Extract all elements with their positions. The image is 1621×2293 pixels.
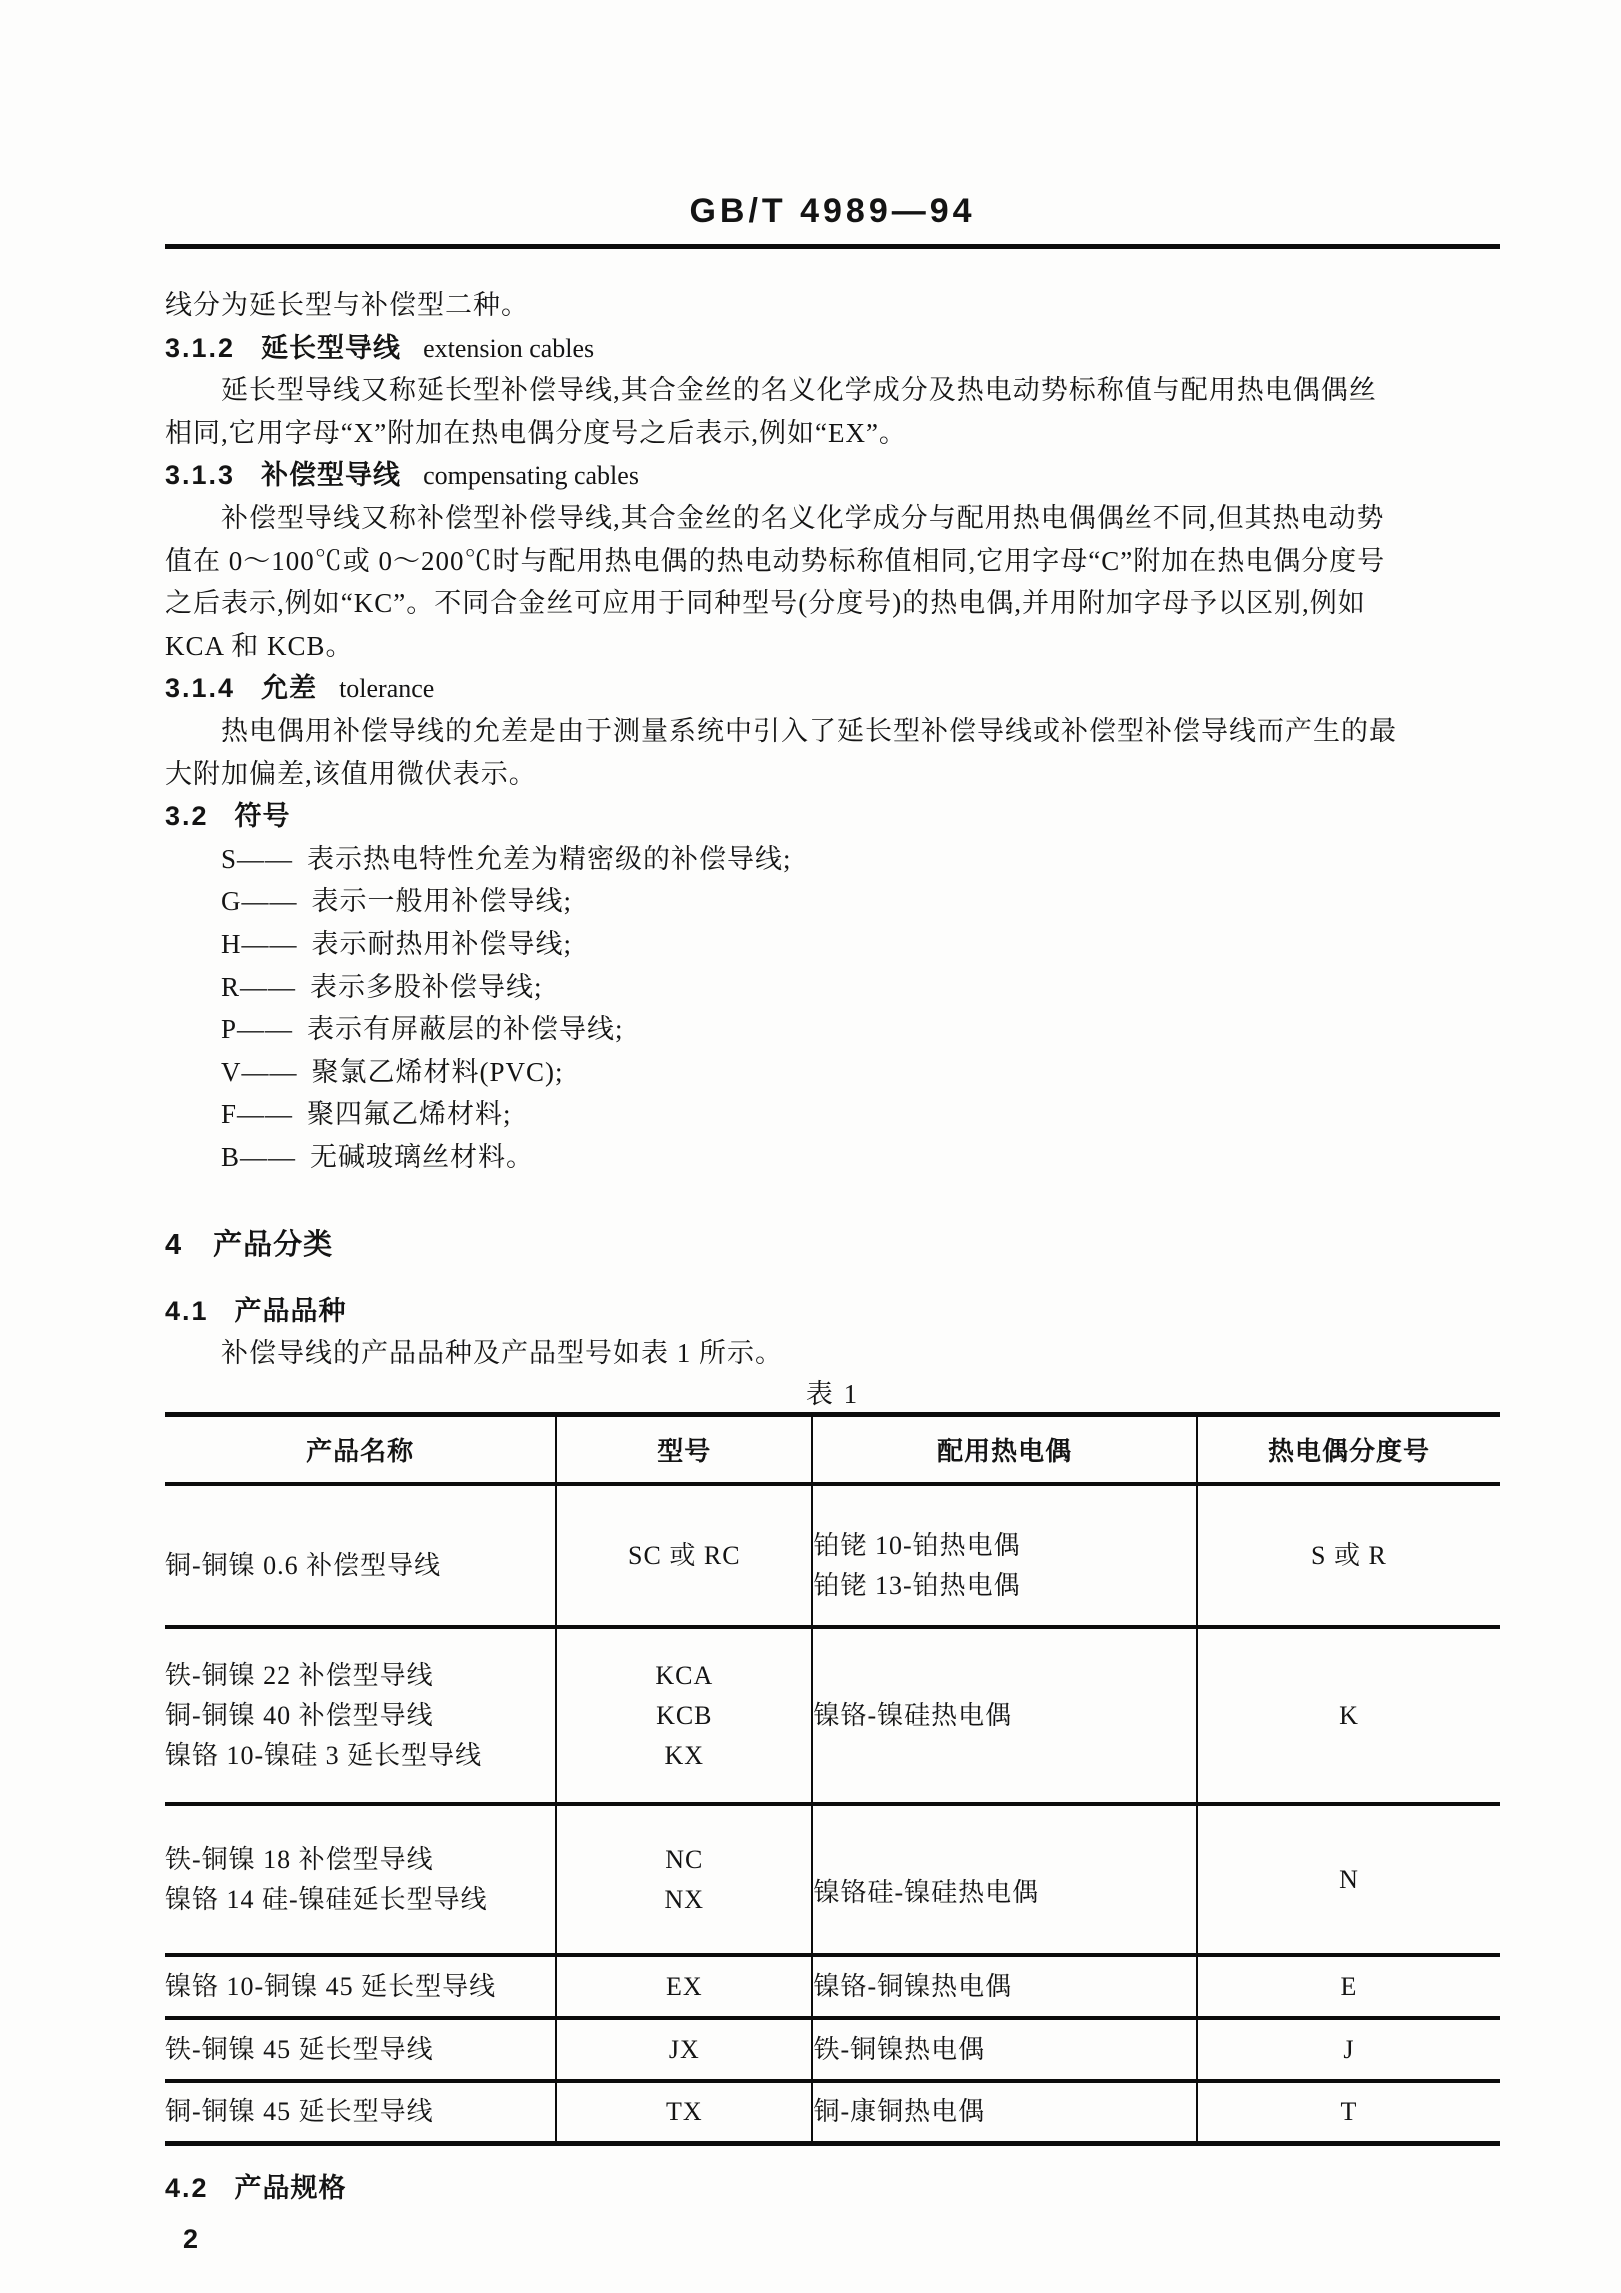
symbol-item-G [165,880,1500,923]
paragraph-line: 大附加偏差,该值用微伏表示。 [165,758,537,789]
thermocouple-line: 铜-康铜热电偶 [813,2097,986,2127]
symbol-description: 表示热电特性允差为精密级的补偿导线; [307,843,792,874]
product-name-line: 镍铬 14 硅-镍硅延长型导线 [165,1884,488,1914]
cell-index-number [1197,2018,1500,2081]
clause-number: 3.1.4 [165,673,236,704]
clause-title: 产品规格 [234,2173,347,2204]
product-name-line: 铜-铜镍 40 补偿型导线 [165,1700,434,1730]
paragraph-line: 补偿型导线又称补偿型补偿导线,其合金丝的名义化学成分与配用热电偶偶丝不同,但其热电动势 [221,502,1385,533]
clause-heading-4-2 [165,2166,1500,2210]
clause-title: 产品品种 [234,1296,347,1327]
cell-model [556,1955,812,2018]
table-row [165,1804,1500,1955]
model-line: NX [664,1884,705,1914]
product-name-line: 铜-铜镍 45 延长型导线 [165,2097,434,2127]
cell-product-name [165,1484,556,1627]
table-caption: 表 1 [805,1379,860,1410]
column-header-product-name: 产品名称 [165,1415,556,1485]
cell-thermocouple [812,2081,1196,2144]
thermocouple-line: 镍铬-镍硅热电偶 [813,1700,1013,1730]
clause-number: 3.2 [165,801,209,832]
product-name-line: 铁-铜镍 18 补偿型导线 [165,1844,434,1874]
symbol-description: 聚四氟乙烯材料; [307,1099,512,1130]
model-line: JX [668,2034,700,2064]
cell-thermocouple [812,1955,1196,2018]
clause-number: 3.1.2 [165,332,236,363]
clause-title: 产品分类 [213,1229,334,1262]
symbol-letter: H—— [221,928,298,959]
paragraph-line: 相同,它用字母“X”附加在热电偶分度号之后表示,例如“EX”。 [165,417,907,448]
column-header-model: 型号 [556,1415,812,1485]
paragraph-line: 补偿导线的产品品种及产品型号如表 1 所示。 [221,1338,783,1369]
symbol-description: 无碱玻璃丝材料。 [310,1141,535,1172]
paragraph-line: 延长型导线又称延长型补偿导线,其合金丝的名义化学成分及热电动势标称值与配用热电偶偶丝 [221,375,1377,406]
symbol-item-H [165,923,1500,966]
symbol-letter: P—— [221,1014,294,1045]
clause-number: 4.2 [165,2173,209,2204]
thermocouple-line: 铂铑 13-铂热电偶 [813,1570,1021,1600]
cell-model [556,1804,812,1955]
product-name-line: 铁-铜镍 22 补偿型导线 [165,1660,434,1690]
column-header-index-number: 热电偶分度号 [1197,1415,1500,1485]
table-row [165,1484,1500,1627]
symbol-item-R [165,966,1500,1009]
page-number: 2 [183,2224,199,2255]
model-line: NC [665,1844,704,1874]
index-line: J [1343,2034,1355,2064]
symbol-description: 表示有屏蔽层的补偿导线; [307,1014,624,1045]
clause-heading-3-1-2 [165,327,1500,370]
cell-index-number [1197,1484,1500,1627]
cell-thermocouple [812,2018,1196,2081]
table-row [165,2018,1500,2081]
table-header-row [165,1415,1500,1485]
cell-index-number [1197,1955,1500,2018]
cell-model [556,2081,812,2144]
cell-thermocouple [812,1804,1196,1955]
body-text [165,284,1500,1178]
cell-model [556,1484,812,1627]
paragraph-line: 之后表示,例如“KC”。不同合金丝可应用于同种型号(分度号)的热电偶,并用附加字母予以区别,例如 [165,588,1366,619]
thermocouple-line: 镍铬硅-镍硅热电偶 [813,1877,1040,1907]
paragraph-line: 热电偶用补偿导线的允差是由于测量系统中引入了延长型补偿导线或补偿型补偿导线而产生的最 [221,715,1397,746]
table-row [165,1627,1500,1804]
clause-number: 3.1.3 [165,460,236,491]
paragraph-line: 值在 0～100℃或 0～200℃时与配用热电偶的热电动势标称值相同,它用字母“C”附加在热电偶分度号 [165,545,1386,576]
cell-product-name [165,1955,556,2018]
symbol-description: 聚氯乙烯材料(PVC); [311,1056,564,1087]
table-row [165,1955,1500,2018]
cell-index-number [1197,1627,1500,1804]
product-table [165,1412,1500,2146]
product-name-line: 铁-铜镍 45 延长型导线 [165,2034,434,2064]
clause-heading-3-2 [165,795,1500,838]
clause-title-en: compensating cables [423,461,639,491]
model-line: KX [664,1740,705,1770]
paragraph-line: 线分为延长型与补偿型二种。 [165,290,529,320]
model-line: KCA [655,1660,714,1690]
symbol-letter: B—— [221,1141,297,1172]
symbol-description: 表示多股补偿导线; [310,971,543,1002]
symbol-letter: R—— [221,971,297,1002]
cell-product-name [165,1804,556,1955]
cell-product-name [165,2018,556,2081]
cell-model [556,1627,812,1804]
index-line: E [1340,1971,1358,2001]
clause-heading-4-1 [165,1290,1500,1332]
cell-thermocouple [812,1627,1196,1804]
page-content [0,192,1621,2255]
clause-heading-3-1-4 [165,667,1500,710]
product-name-line: 镍铬 10-镍硅 3 延长型导线 [165,1740,483,1770]
symbol-item-V [165,1051,1500,1094]
clause-title-en: extension cables [423,333,595,363]
clause-number: 4.1 [165,1296,209,1327]
clause-title: 补偿型导线 [261,460,402,491]
symbol-description: 表示耐热用补偿导线; [311,928,573,959]
model-line: TX [665,2097,703,2127]
clause-title: 符号 [234,801,291,832]
thermocouple-line: 镍铬-铜镍热电偶 [813,1971,1013,2001]
thermocouple-line: 铂铑 10-铂热电偶 [813,1530,1021,1560]
symbol-letter: F—— [221,1099,294,1130]
table-row [165,2081,1500,2144]
symbol-item-F [165,1093,1500,1136]
clause-title: 允差 [261,673,318,704]
cell-index-number [1197,2081,1500,2144]
paragraph-line: KCA 和 KCB。 [165,630,354,661]
cell-product-name [165,1627,556,1804]
header-rule [165,244,1500,249]
index-line: N [1339,1864,1359,1894]
cell-product-name [165,2081,556,2144]
symbol-item-B [165,1136,1500,1179]
symbol-item-S [165,838,1500,881]
clause-heading-4 [165,1223,1500,1267]
product-name-line: 镍铬 10-铜镍 45 延长型导线 [165,1971,497,2001]
symbol-description: 表示一般用补偿导线; [311,886,573,917]
index-line: K [1339,1700,1359,1730]
thermocouple-line: 铁-铜镍热电偶 [813,2034,986,2064]
model-line: KCB [656,1700,713,1730]
index-line: S 或 R [1311,1540,1387,1570]
standard-code: GB/T 4989—94 [689,192,976,230]
clause-title: 延长型导线 [261,332,402,363]
model-line: SC 或 RC [628,1540,741,1570]
model-line: EX [665,1971,703,2001]
cell-thermocouple [812,1484,1196,1627]
index-line: T [1340,2097,1358,2127]
cell-model [556,2018,812,2081]
symbol-letter: G—— [221,886,298,917]
clause-heading-3-1-3 [165,454,1500,497]
symbol-letter: V—— [221,1056,298,1087]
symbol-letter: S—— [221,843,294,874]
symbol-item-P [165,1008,1500,1051]
product-name-line: 铜-铜镍 0.6 补偿型导线 [165,1550,442,1580]
column-header-thermocouple: 配用热电偶 [812,1415,1196,1485]
cell-index-number [1197,1804,1500,1955]
clause-title-en: tolerance [339,674,435,704]
clause-number: 4 [165,1229,184,1262]
